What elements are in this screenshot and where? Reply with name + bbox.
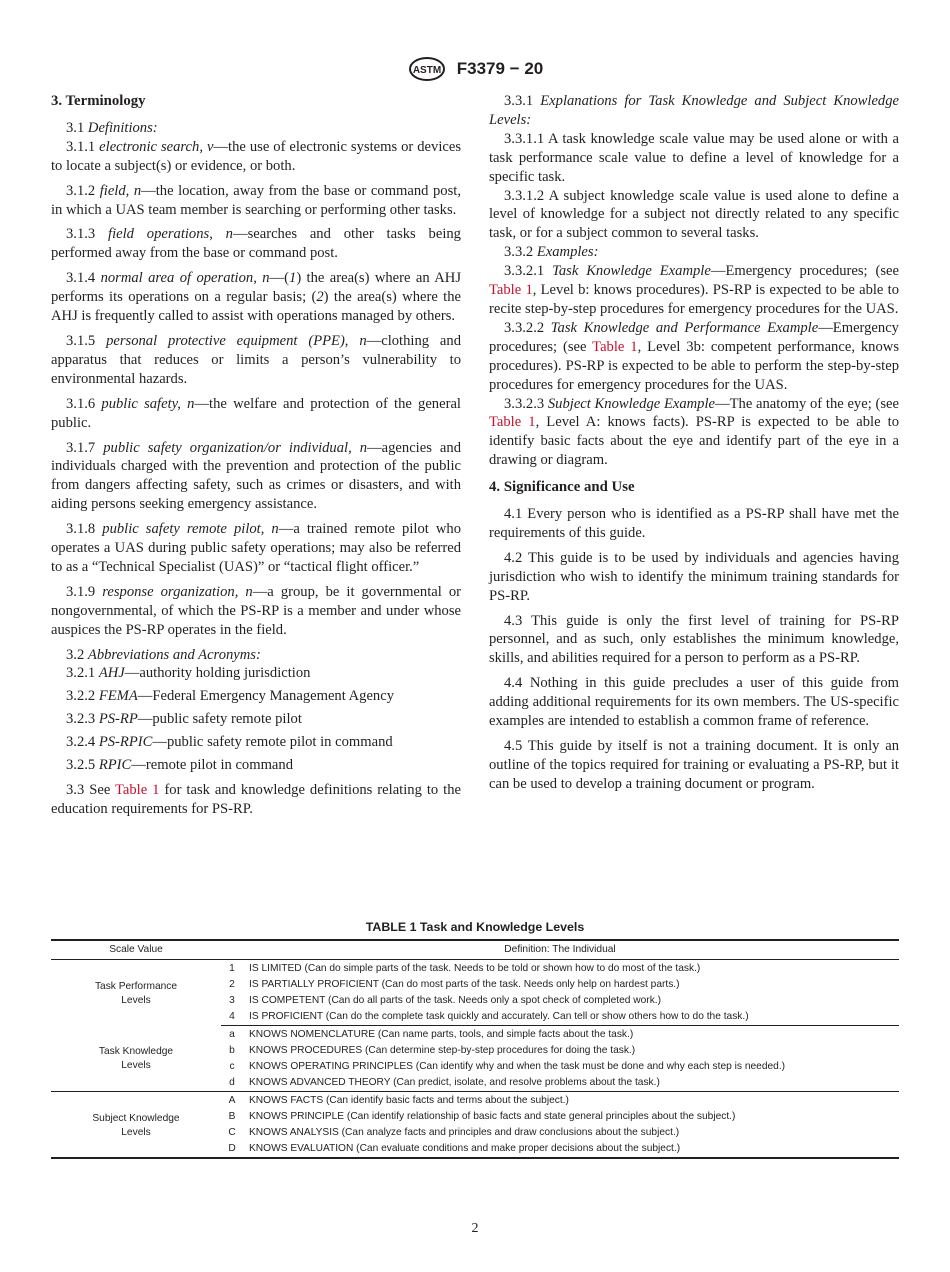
para-3-2-3: 3.2.3 PS-RP—public safety remote pilot (66, 711, 302, 728)
para-3-1-8: 3.1.8 public safety remote pilot, n—a trained remote pilot who operates a UAS during public safety operations; may also be referred to as a “Technical Specialist (UAS)” or “tactical flight officer.” (51, 521, 461, 575)
para-3-3-2: 3.3.2 Examples: (504, 244, 599, 261)
level-definition: KNOWS OPERATING PRINCIPLES (Can identify why and when the task must be done and why each step is needed.) (249, 1061, 786, 1072)
group-label-task-knowledge: Task Knowledge Levels (51, 1026, 221, 1092)
para-3-2-2: 3.2.2 FEMA—Federal Emergency Management Agency (66, 688, 394, 705)
table-row (51, 1092, 899, 1110)
para-3-3-2-1: 3.3.2.1 Task Knowledge Example—Emergency procedures; (see Table 1, Level b: knows procedures). PS-RP is expected to be able to recite step-by-step procedures for emergency procedures for the UAS. (489, 263, 900, 317)
level-code: d (221, 1075, 243, 1092)
para-3-1: 3.1 Definitions: (66, 119, 158, 136)
para-3-1-3: 3.1.3 field operations, n—searches and other tasks being performed away from the base or command post. (51, 226, 461, 262)
level-definition: KNOWS PRINCIPLE (Can identify relationship of basic facts and state general principles about the subject.) (249, 1111, 736, 1122)
para-3-3: 3.3 See Table 1 for task and knowledge definitions relating to the education requirements for PS-RP. (51, 782, 461, 817)
section-3-heading: 3. Terminology (51, 93, 146, 109)
table-row (51, 960, 899, 978)
para-3-3-1: 3.3.1 Explanations for Task Knowledge and Subject Knowledge Levels: (489, 93, 900, 128)
astm-logo-text: ASTM (412, 65, 441, 76)
level-definition: KNOWS NOMENCLATURE (Can name parts, tools, and simple facts about the task.) (249, 1029, 634, 1040)
table-row (51, 1026, 899, 1044)
para-3-1-2: 3.1.2 field, n—the location, away from the base or command post, in which a UAS team member is searching or performing other tasks. (51, 182, 461, 218)
para-3-3-2-2: 3.3.2.2 Task Knowledge and Performance Example—Emergency procedures; (see Table 1, Level 3b: competent performance, knows procedures). PS-RP is expected to be able to perform the step-by-step procedures for emergency procedures for the UAS. (489, 319, 899, 393)
para-3-2: 3.2 Abbreviations and Acronyms: (66, 646, 261, 663)
left-column (51, 92, 461, 825)
level-code: 3 (229, 995, 235, 1006)
para-3-1-5: 3.1.5 personal protective equipment (PPE), n—clothing and apparatus that reduces or limits a person’s vulnerability to environmental hazards. (51, 332, 461, 387)
table-title: TABLE 1 Task and Knowledge Levels (365, 920, 585, 934)
level-definition: KNOWS ADVANCED THEORY (Can predict, isolate, and resolve problems about the task.) (243, 1075, 899, 1092)
para-3-2-4: 3.2.4 PS-RPIC—public safety remote pilot in command (66, 734, 393, 751)
level-code: B (228, 1111, 236, 1122)
para-3-1-4: 3.1.4 normal area of operation, n—(1) the area(s) where an AHJ performs its operations on a regular basis; (2) the area(s) where the AHJ is frequently called to assist with operations managed by others. (51, 270, 462, 325)
page-number: 2 (471, 1221, 479, 1236)
level-definition: IS PROFICIENT (Can do the complete task quickly and accurately. Can tell or show others how to do the task.) (243, 1009, 899, 1026)
para-4-5: 4.5 This guide by itself is not a training document. It is only an outline of the topics required for training or evaluating a PS-RP, but it can be used to develop a training document or program. (489, 738, 899, 792)
level-code: A (228, 1095, 236, 1106)
group-label-task-performance: Task Performance Levels (94, 980, 178, 1006)
level-code: c (229, 1061, 235, 1072)
level-definition: KNOWS ANALYSIS (Can analyze facts and principles and draw conclusions about the subject.) (249, 1127, 680, 1138)
para-4-3: 4.3 This guide is only the first level of training for PS-RP personnel, and as such, only establishes the minimum knowledge, skills, and abilities required for a person to perform as a PS-RP. (489, 612, 899, 667)
para-3-3-2-3: 3.3.2.3 Subject Knowledge Example—The anatomy of the eye; (see Table 1, Level A: knows facts). PS-RP is expected to be able to identify basic facts about the eye and identify part of the eye in a drawing or diagram. (489, 395, 899, 469)
level-code: a (229, 1029, 235, 1040)
level-definition: IS PARTIALLY PROFICIENT (Can do most parts of the task. Needs only help on hardest parts.) (249, 979, 680, 990)
para-3-1-6: 3.1.6 public safety, n—the welfare and protection of the general public. (51, 395, 461, 431)
page-header (0, 56, 950, 82)
para-3-3-1-1: 3.3.1.1 A task knowledge scale value may be used alone or with a task performance scale value to define a level of knowledge for a specific task. (489, 130, 899, 185)
section-4-heading: 4. Significance and Use (489, 479, 635, 496)
level-code: C (228, 1127, 236, 1138)
level-code: D (221, 1141, 243, 1158)
group-label-subject-knowledge: Subject Knowledge Levels (51, 1092, 221, 1159)
levels-table (51, 939, 899, 1159)
right-column (489, 92, 899, 800)
column-header-scale: Scale Value (51, 940, 221, 960)
table-1 (51, 920, 899, 1159)
para-3-2-1: 3.2.1 AHJ—authority holding jurisdiction (66, 665, 311, 682)
table-1-link[interactable]: Table 1 (115, 782, 160, 798)
table-1-link[interactable]: Table 1 (489, 414, 536, 431)
level-definition: KNOWS EVALUATION (Can evaluate conditions and make proper decisions about the subject.) (243, 1141, 899, 1158)
para-3-3-1-2: 3.3.1.2 A subject knowledge scale value is used alone to define a level of knowledge for a subject not directly related to any specific task, or for a subject common to several tasks. (489, 187, 899, 242)
para-4-1: 4.1 Every person who is identified as a PS-RP shall have met the requirements of this guide. (489, 506, 899, 541)
table-1-link[interactable]: Table 1 (592, 338, 638, 355)
document-id: F3379 − 20 (456, 59, 544, 78)
column-header-definition: Definition: The Individual (221, 940, 899, 960)
level-definition: KNOWS PROCEDURES (Can determine step-by-step procedures for doing the task.) (249, 1045, 636, 1056)
level-definition: IS COMPETENT (Can do all parts of the task. Needs only a spot check of completed work.) (249, 995, 662, 1006)
level-code: 2 (229, 979, 235, 990)
para-3-1-9: 3.1.9 response organization, n—a group, be it governmental or nongovernmental, of which the PS-RP is a member and under whose auspices the PS-RP operates in the field. (51, 583, 461, 638)
level-code: 1 (229, 963, 235, 974)
table-1-link[interactable]: Table 1 (489, 282, 533, 299)
level-definition: IS LIMITED (Can do simple parts of the task. Needs to be told or shown how to do most of the task.) (249, 963, 701, 974)
level-code: b (229, 1045, 235, 1056)
para-4-2: 4.2 This guide is to be used by individuals and agencies having jurisdiction who wish to identify the minimum training standards for PS-RP. (489, 549, 899, 604)
astm-logo-icon (407, 56, 447, 82)
para-4-4: 4.4 Nothing in this guide precludes a user of this guide from adding additional requirements for its own members. The US-specific examples are intended to establish a common frame of reference. (489, 675, 899, 730)
level-code: 4 (221, 1009, 243, 1026)
para-3-1-1: 3.1.1 electronic search, v—the use of electronic systems or devices to locate a subject(s) or evidence, or both. (51, 138, 462, 174)
para-3-1-7: 3.1.7 public safety organization/or individual, n—agencies and individuals charged with the prevention and protection of the public from dangers affecting safety, such as crimes or disasters, and with aiding persons seeking emergency assistance. (51, 439, 461, 513)
para-3-2-5: 3.2.5 RPIC—remote pilot in command (66, 757, 293, 774)
level-definition: KNOWS FACTS (Can identify basic facts and terms about the subject.) (249, 1095, 569, 1106)
